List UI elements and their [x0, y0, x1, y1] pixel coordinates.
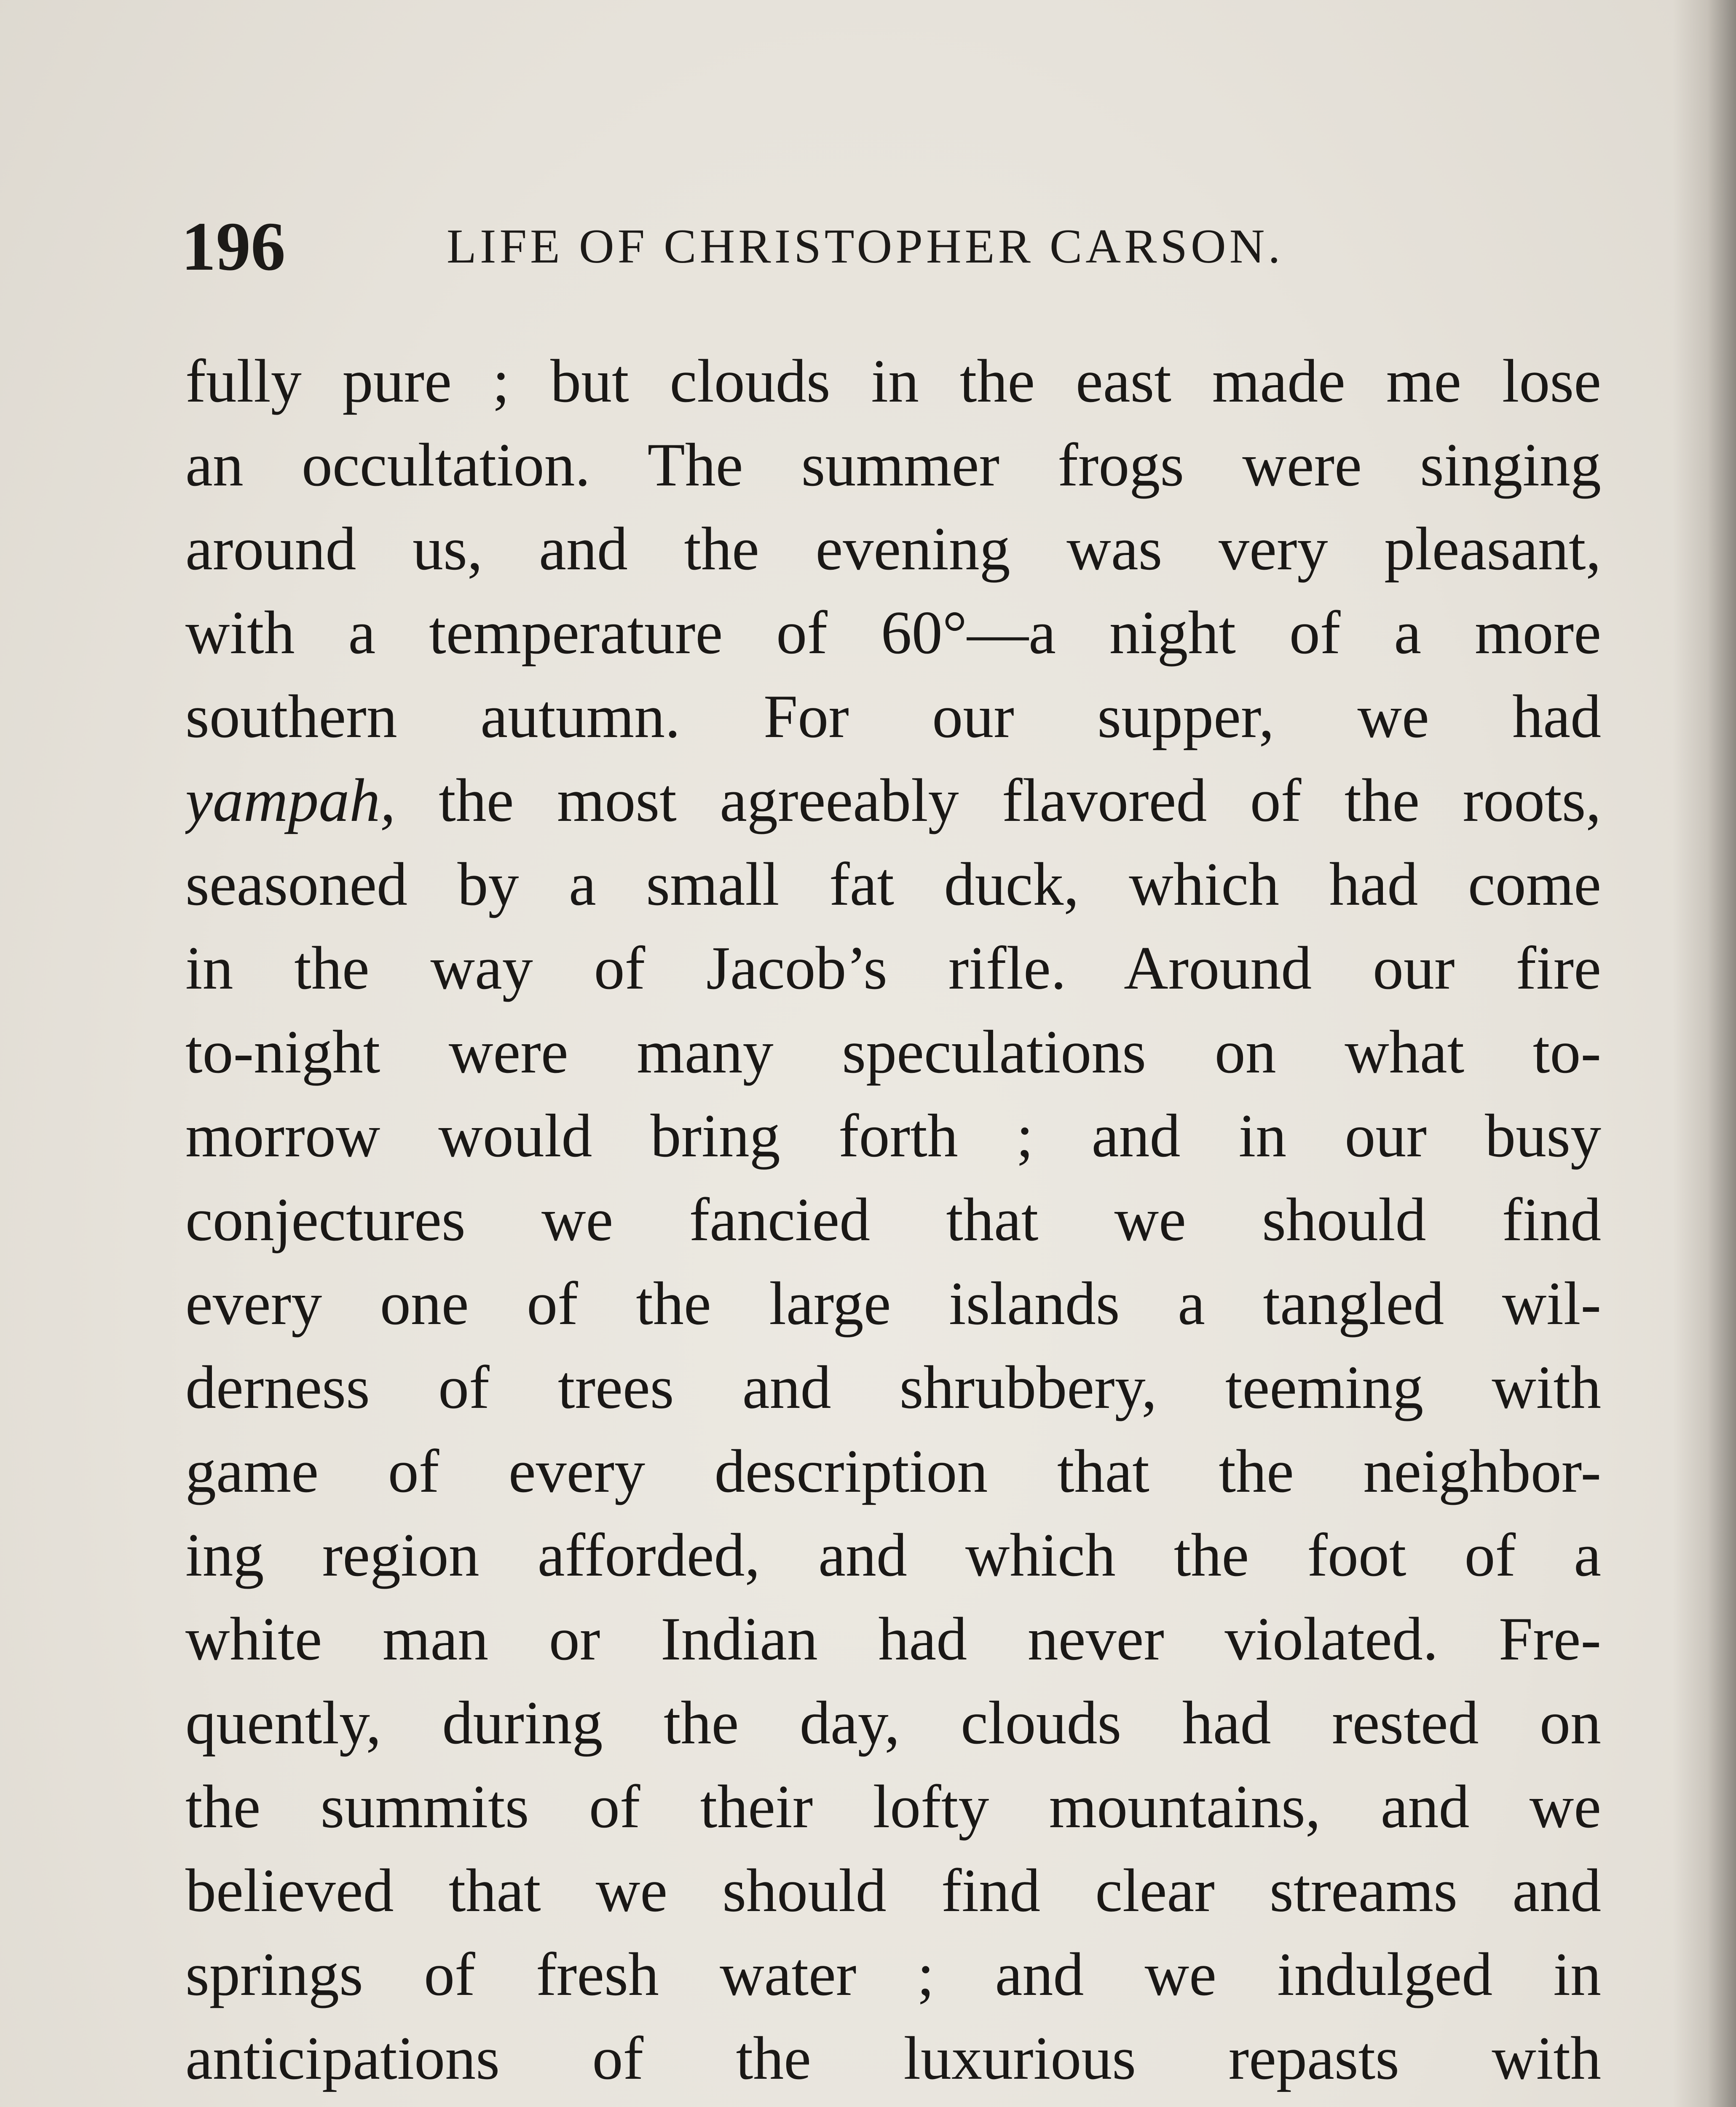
- italic-word: yampah,: [185, 766, 396, 834]
- text-line: with a temperature of 60°—a night of a more: [185, 598, 1601, 667]
- text-line: ing region afforded, and which the foot of a: [185, 1521, 1601, 1589]
- page-number: 196: [181, 208, 286, 285]
- page-header: [181, 198, 1605, 295]
- text-line: every one of the large islands a tangled wil-: [185, 1269, 1601, 1338]
- running-head: LIFE OF CHRISTOPHER CARSON.: [447, 220, 1284, 273]
- text-line: around us, and the evening was very pleasant,: [185, 515, 1601, 583]
- body-text: [185, 339, 1601, 2107]
- text-line: white man or Indian had never violated. Fre-: [185, 1605, 1601, 1673]
- text-line: [185, 2100, 1601, 2107]
- text-line: fully pure ; but clouds in the east made me lose: [185, 347, 1601, 415]
- text-line: the summits of their lofty mountains, and we: [185, 1772, 1601, 1841]
- text-line: game of every description that the neighbor-: [185, 1437, 1601, 1505]
- text-line: quently, during the day, clouds had rested on: [185, 1689, 1601, 1757]
- text-line: springs of fresh water ; and we indulged in: [185, 1940, 1601, 2008]
- text-line: seasoned by a small fat duck, which had come: [185, 850, 1601, 918]
- text-line: to-night were many speculations on what to-: [185, 1018, 1601, 1086]
- text-line: [185, 759, 1601, 842]
- text-line: morrow would bring forth ; and in our busy: [185, 1102, 1601, 1170]
- spine-shadow: [1673, 0, 1736, 2107]
- text-line: anticipations of the luxurious repasts with: [185, 2024, 1601, 2092]
- text-line: southern autumn. For our supper, we had: [185, 682, 1601, 751]
- text-line-rest: the most agreeably flavored of the roots,: [395, 766, 1601, 834]
- text-line: derness of trees and shrubbery, teeming with: [185, 1353, 1601, 1421]
- text-line: an occultation. The summer frogs were singing: [185, 431, 1601, 499]
- text-line: in the way of Jacob’s rifle. Around our fire: [185, 934, 1601, 1002]
- text-line: conjectures we fancied that we should find: [185, 1185, 1601, 1254]
- text-line: believed that we should find clear streams and: [185, 1856, 1601, 1925]
